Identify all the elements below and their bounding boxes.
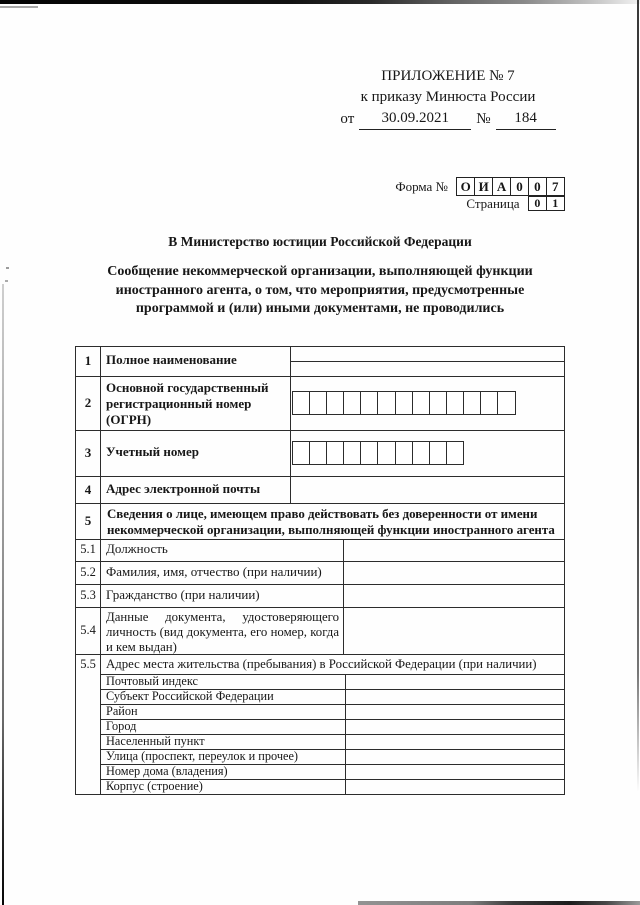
page-number-cell: 1 bbox=[546, 196, 566, 211]
row-label: Гражданство (при наличии) bbox=[101, 585, 344, 607]
table-row-position bbox=[76, 539, 564, 561]
row-label: Фамилия, имя, отчество (при наличии) bbox=[101, 562, 344, 584]
row-label: Основной государственный регистрационный номер (ОГРН) bbox=[101, 377, 291, 430]
form-code-cell: 0 bbox=[510, 177, 530, 196]
digit-box[interactable] bbox=[429, 391, 448, 415]
scan-artifact-top-left-tick bbox=[0, 6, 38, 8]
form-code-label: Форма № bbox=[395, 178, 448, 194]
scan-artifact-bottom-edge bbox=[358, 901, 640, 905]
page-number-cell: 0 bbox=[528, 196, 548, 211]
form-code-cells bbox=[456, 177, 565, 196]
digit-box[interactable] bbox=[360, 441, 379, 465]
appendix-block bbox=[328, 66, 568, 130]
scan-speck bbox=[5, 280, 8, 282]
addressee-line: В Министерство юстиции Российской Федерации bbox=[168, 234, 472, 249]
scan-artifact-left-edge bbox=[2, 284, 4, 905]
row-number: 2 bbox=[76, 377, 101, 430]
table-row-person-info-header bbox=[76, 503, 564, 539]
scan-speck bbox=[6, 267, 9, 269]
address-subrow bbox=[101, 719, 564, 734]
table-row-email bbox=[76, 476, 564, 503]
row-label: Должность bbox=[101, 540, 344, 561]
address-subrow bbox=[101, 749, 564, 764]
table-row-ogrn bbox=[76, 376, 564, 430]
digit-box[interactable] bbox=[395, 391, 414, 415]
address-subrow-field[interactable] bbox=[346, 765, 564, 779]
row-label: Полное наименование bbox=[101, 347, 291, 376]
address-subrow-label: Улица (проспект, переулок и прочее) bbox=[101, 750, 346, 764]
digit-box[interactable] bbox=[480, 391, 499, 415]
row-label: Адрес электронной почты bbox=[101, 477, 291, 503]
document-title-line: программой и (или) иными документами, не проводились bbox=[135, 301, 505, 316]
digit-box[interactable] bbox=[429, 441, 448, 465]
scan-artifact-right-edge bbox=[637, 0, 639, 792]
form-table bbox=[75, 346, 565, 795]
address-subrow-field[interactable] bbox=[346, 750, 564, 764]
appendix-subtitle: к приказу Минюста России bbox=[360, 89, 536, 105]
table-row-address-block bbox=[76, 654, 564, 794]
digit-box[interactable] bbox=[343, 391, 362, 415]
address-subrow bbox=[101, 689, 564, 704]
number-sign: № bbox=[476, 111, 491, 127]
order-number-value: 184 bbox=[496, 108, 556, 130]
table-row-citizenship bbox=[76, 584, 564, 607]
address-block-label: Адрес места жительства (пребывания) в Российской Федерации (при наличии) bbox=[106, 656, 537, 671]
digit-box[interactable] bbox=[292, 441, 311, 465]
appendix-title: ПРИЛОЖЕНИЕ № 7 bbox=[381, 68, 515, 84]
address-subrow-field[interactable] bbox=[346, 735, 564, 749]
digit-box[interactable] bbox=[463, 391, 482, 415]
form-code-block bbox=[395, 177, 565, 211]
address-subrow bbox=[101, 779, 564, 794]
citizenship-field[interactable] bbox=[344, 585, 564, 607]
digit-box[interactable] bbox=[309, 391, 328, 415]
address-block-body bbox=[101, 655, 564, 794]
table-row-fio bbox=[76, 561, 564, 584]
address-subrow bbox=[101, 704, 564, 719]
row-number: 5.5 bbox=[76, 655, 101, 794]
address-subrow-label: Район bbox=[101, 705, 346, 719]
row-label: Данные документа, удостоверяющего личность (вид документа, его номер, когда и кем выдан) bbox=[101, 608, 344, 654]
address-subrow-field[interactable] bbox=[346, 720, 564, 734]
row-number: 5.1 bbox=[76, 540, 101, 561]
digit-box[interactable] bbox=[412, 441, 431, 465]
digit-box[interactable] bbox=[326, 391, 345, 415]
ogrn-digit-boxes bbox=[291, 377, 564, 430]
address-subrow-field[interactable] bbox=[346, 705, 564, 719]
ogrn-field bbox=[291, 377, 564, 430]
order-date-value: 30.09.2021 bbox=[359, 108, 471, 130]
address-subrow-label: Населенный пункт bbox=[101, 735, 346, 749]
digit-box[interactable] bbox=[446, 391, 465, 415]
table-row-identity-document bbox=[76, 607, 564, 654]
form-code-cell: А bbox=[492, 177, 512, 196]
position-field[interactable] bbox=[344, 540, 564, 561]
page-number-cells bbox=[528, 196, 565, 211]
account-number-field bbox=[291, 431, 564, 476]
document-title-line: Сообщение некоммерческой организации, выполняющей функции bbox=[107, 264, 533, 279]
full-name-field[interactable] bbox=[291, 347, 564, 376]
address-subrow-label: Корпус (строение) bbox=[101, 780, 346, 794]
digit-box[interactable] bbox=[377, 441, 396, 465]
digit-box[interactable] bbox=[343, 441, 362, 465]
address-subrow-label: Почтовый индекс bbox=[101, 675, 346, 689]
identity-document-field[interactable] bbox=[344, 608, 564, 654]
digit-box[interactable] bbox=[395, 441, 414, 465]
digit-box[interactable] bbox=[326, 441, 345, 465]
row-number: 4 bbox=[76, 477, 101, 503]
address-subrow-label: Субъект Российской Федерации bbox=[101, 690, 346, 704]
address-subrow-field[interactable] bbox=[346, 675, 564, 689]
account-digit-boxes bbox=[291, 431, 564, 476]
form-code-cell: И bbox=[474, 177, 494, 196]
table-row-account-number bbox=[76, 430, 564, 476]
address-subrows bbox=[101, 674, 564, 794]
email-field[interactable] bbox=[291, 477, 564, 503]
form-code-cell: 0 bbox=[528, 177, 548, 196]
address-subrow bbox=[101, 674, 564, 689]
form-code-cell: О bbox=[456, 177, 476, 196]
digit-box[interactable] bbox=[497, 391, 516, 415]
row-number: 3 bbox=[76, 431, 101, 476]
page-number-row bbox=[466, 196, 565, 211]
digit-box[interactable] bbox=[309, 441, 328, 465]
digit-box[interactable] bbox=[412, 391, 431, 415]
address-subrow-field[interactable] bbox=[346, 780, 564, 794]
address-subrow bbox=[101, 734, 564, 749]
row-number: 5 bbox=[76, 504, 101, 539]
from-label: от bbox=[340, 111, 355, 127]
digit-box[interactable] bbox=[360, 391, 379, 415]
order-date-line bbox=[328, 108, 568, 130]
row-number: 5.3 bbox=[76, 585, 101, 607]
form-code-cell: 7 bbox=[546, 177, 566, 196]
address-subrow bbox=[101, 764, 564, 779]
row-number: 1 bbox=[76, 347, 101, 376]
form-code-row bbox=[395, 177, 565, 196]
digit-box[interactable] bbox=[446, 441, 465, 465]
digit-box[interactable] bbox=[377, 391, 396, 415]
fio-field[interactable] bbox=[344, 562, 564, 584]
digit-box[interactable] bbox=[292, 391, 311, 415]
document-title-line: иностранного агента, о том, что мероприятия, предусмотренные bbox=[115, 282, 525, 298]
document-title bbox=[0, 263, 640, 319]
row-label: Сведения о лице, имеющем право действовать без доверенности от имени некоммерческой организации, выполняющей функции иностранного агента bbox=[107, 506, 555, 537]
table-row-full-name bbox=[76, 347, 564, 376]
row-number: 5.2 bbox=[76, 562, 101, 584]
row-label: Учетный номер bbox=[101, 431, 291, 476]
address-subrow-label: Город bbox=[101, 720, 346, 734]
scan-artifact-top-edge bbox=[0, 0, 640, 4]
page-number-label: Страница bbox=[466, 195, 520, 211]
address-subrow-label: Номер дома (владения) bbox=[101, 765, 346, 779]
row-number: 5.4 bbox=[76, 608, 101, 654]
write-line bbox=[291, 361, 564, 362]
address-subrow-field[interactable] bbox=[346, 690, 564, 704]
